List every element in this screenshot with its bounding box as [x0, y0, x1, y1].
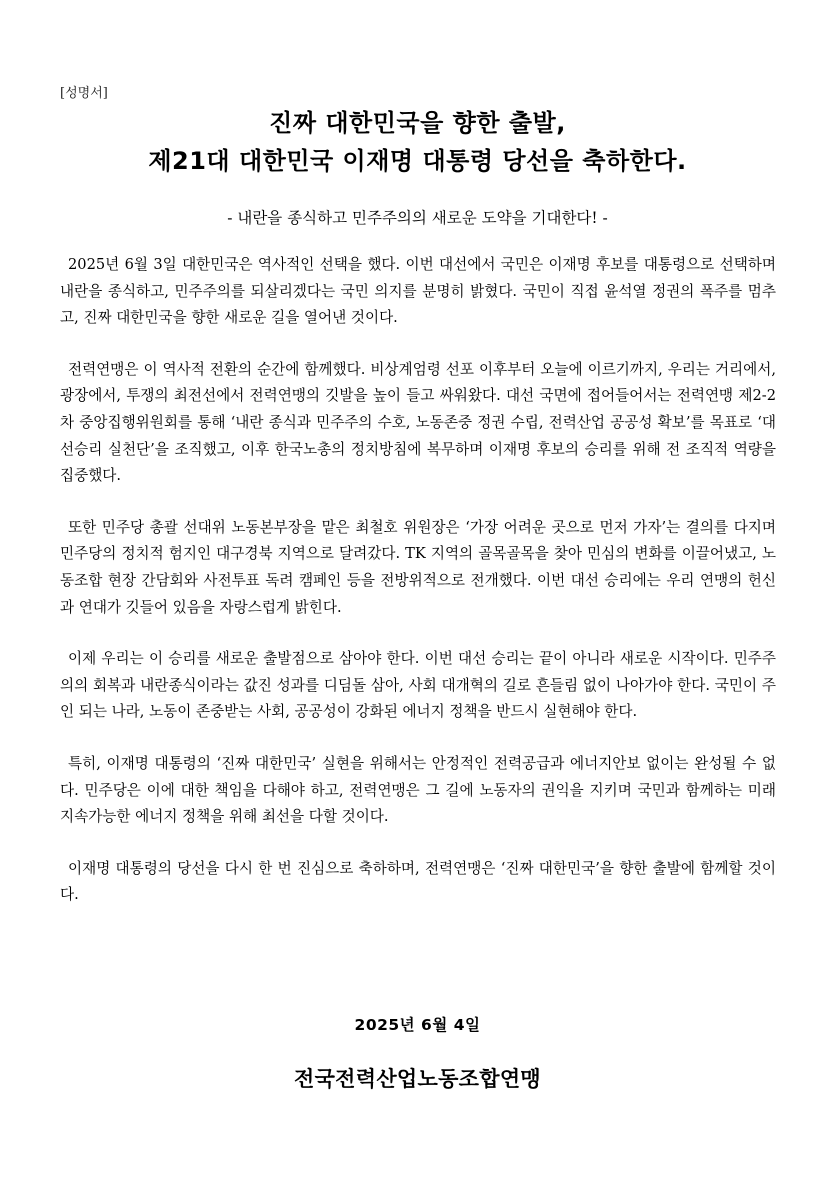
document-type-tag: [성명서] — [60, 86, 108, 101]
paragraph-1: 2025년 6월 3일 대한민국은 역사적인 선택을 했다. 이번 대선에서 국민은 이재명 후보를 대통령으로 선택하며 내란을 종식하고, 민주주의를 되살리겠다는 국민 의지를 분명히 밝혔다. 국민이 직접 윤석열 정권의 폭주를 멈추고, 진짜 대한민국을 향한 새로운 길을 열어낸 것이다. — [60, 256, 776, 327]
paragraph-4: 이제 우리는 이 승리를 새로운 출발점으로 삼아야 한다. 이번 대선 승리는 끝이 아니라 새로운 시작이다. 민주주의의 회복과 내란종식이라는 값진 성과를 디딤돌 삼아, 사회 대개혁의 길로 흔들림 없이 나아가야 한다. 국민이 주인 되는 나라, 노동이 존중받는 사회, 공공성이 강화된 에너지 정책을 반드시 실현해야 한다. — [60, 650, 776, 721]
statement-date: 2025년 6월 4일 — [354, 1016, 481, 1034]
paragraph-2: 전력연맹은 이 역사적 전환의 순간에 함께했다. 비상계엄령 선포 이후부터 오늘에 이르기까지, 우리는 거리에서, 광장에서, 투쟁의 최전선에서 전력연맹의 깃발을 높이 들고 싸워왔다. 대선 국면에 접어들어서는 전력연맹 제2-2차 중앙집행위원회를 통해 ‘내란 종식과 민주주의 수호, 노동존중 정권 수립, 전력산업 공공성 확보’를 목표로 ‘대선승리 실천단’을 조직했고, 이후 한국노총의 정치방침에 복무하며 이재명 후보의 승리를 위해 전 조직적 역량을 집중했다. — [60, 360, 776, 485]
paragraph-3: 또한 민주당 총괄 선대위 노동본부장을 맡은 최철호 위원장은 ‘가장 어려운 곳으로 먼저 가자’는 결의를 다지며 민주당의 정치적 험지인 대구경북 지역으로 달려갔다. TK 지역의 골목골목을 찾아 민심의 변화를 이끌어냈고, 노동조합 현장 간담회와 사전투표 독려 캠페인 등을 전방위적으로 전개했다. 이번 대선 승리에는 우리 연맹의 헌신과 연대가 깃들어 있음을 자랑스럽게 밝힌다. — [60, 518, 776, 616]
paragraph-5: 특히, 이재명 대통령의 ‘진짜 대한민국’ 실현을 위해서는 안정적인 전력공급과 에너지안보 없이는 완성될 수 없다. 민주당은 이에 대한 책임을 다해야 하고, 전력연맹은 그 길에 노동자의 권익을 지키며 국민과 함께하는 미래 지속가능한 에너지 정책을 위해 최선을 다할 것이다. — [60, 754, 776, 826]
issuing-organization: 전국전력산업노동조합연맹 — [293, 1067, 542, 1091]
title-line-2: 제21대 대한민국 이재명 대통령 당선을 축하한다. — [148, 147, 687, 175]
title-line-1: 진짜 대한민국을 향한 출발, — [269, 109, 566, 137]
statement-body — [60, 252, 776, 934]
paragraph-6: 이재명 대통령의 당선을 다시 한 번 진심으로 축하하며, 전력연맹은 ‘진짜 대한민국’을 향한 출발에 함께할 것이다. — [60, 859, 776, 904]
subtitle: - 내란을 종식하고 민주주의의 새로운 도약을 기대한다! - — [227, 209, 608, 227]
